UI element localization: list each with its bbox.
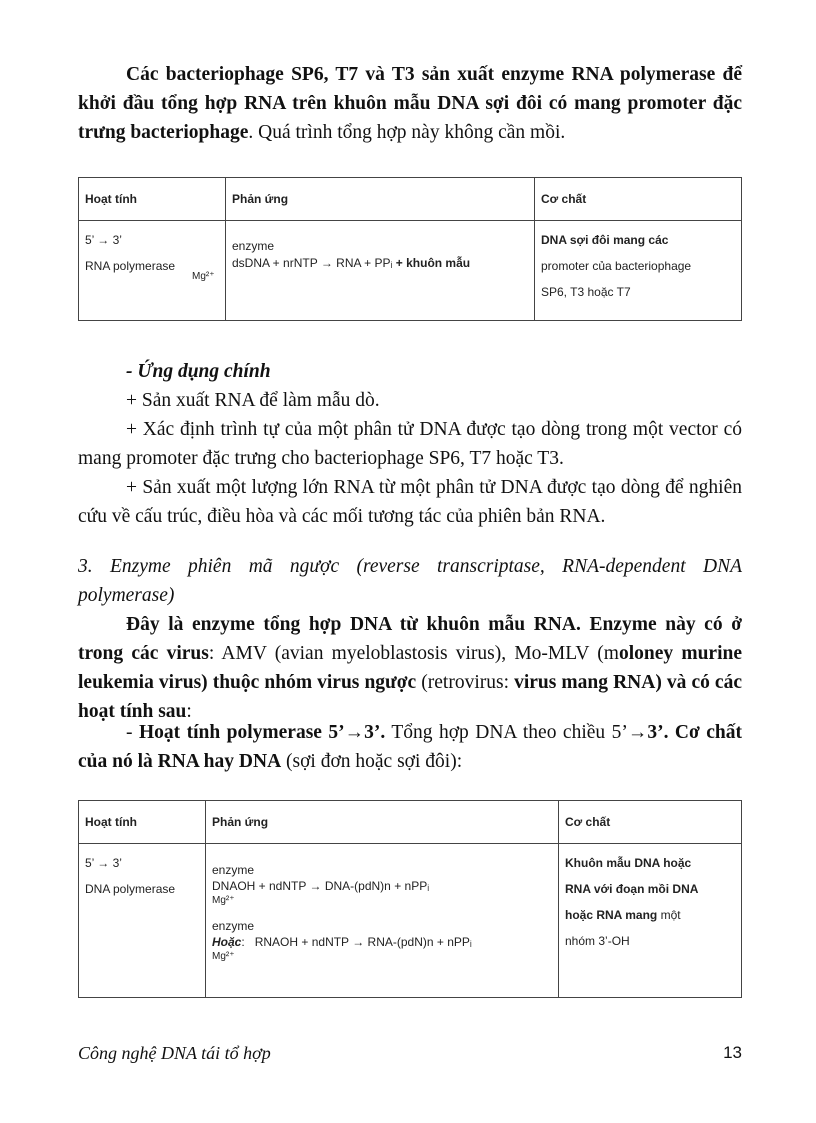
mg-label-1: Mg²⁺	[212, 895, 235, 906]
or-label: Hoặc	[212, 935, 242, 949]
reaction-left: dsDNA + nrNTP	[232, 256, 318, 270]
substrate-line2: promoter của bacteriophage	[541, 259, 692, 273]
activity-cell	[79, 844, 206, 998]
reaction-cell	[192, 221, 535, 321]
page-number: 13	[723, 1043, 742, 1062]
activity-direction: 5’ → 3’	[85, 856, 122, 870]
col-header-substrate: Cơ chất	[535, 178, 742, 221]
substrate-line1: Khuôn mẫu DNA hoặc	[565, 856, 692, 870]
substrate-line3: hoặc RNA mang một	[565, 908, 681, 922]
col-header-activity: Hoạt tính	[79, 801, 206, 844]
activity-name: RNA polymerase	[85, 259, 176, 273]
section-3-paragraph-1: Đây là enzyme tổng hợp DNA từ khuôn mẫu RNA. Enzyme này có ở trong các virus: AMV (avian myeloblastosis virus), Mo-MLV (moloney murine leukemia virus) thuộc nhóm virus ngược (retrovirus: virus mang RNA) và có các hoạt tính sau:	[78, 614, 742, 722]
application-item-2: + Xác định trình tự của một phân tử DNA được tạo dòng trong một vector có mang promoter đặc trưng cho bacteriophage SP6, T7 hoặc T3.	[78, 419, 742, 469]
section-3-paragraph-2: - Hoạt tính polymerase 5’→3’. Tổng hợp DNA theo chiều 5’→3’. Cơ chất của nó là RNA hay DNA (sợi đơn hoặc sợi đôi):	[78, 722, 742, 772]
enzyme-label: enzyme	[232, 239, 275, 253]
substrate-line4: nhóm 3’-OH	[565, 934, 630, 948]
substrate-line2: RNA với đoạn mồi DNA	[565, 882, 699, 896]
col-header-activity: Hoạt tính	[79, 178, 226, 221]
col-header-reaction: Phản ứng	[226, 178, 535, 221]
reaction-equation	[232, 255, 528, 271]
activity-name: DNA polymerase	[85, 882, 176, 896]
intro-paragraph	[78, 60, 742, 147]
intro-bold: Các bacteriophage SP6, T7 và T3 sản xuất enzyme RNA polymerase để khởi đầu tổng hợp RNA trên khuôn mẫu DNA sợi đôi có mang promoter đặc trưng bacteriophage	[78, 64, 742, 143]
enzyme-label-1: enzyme	[212, 863, 255, 877]
activity-direction: 5’ → 3’	[85, 233, 122, 247]
reaction-2: Hoặc: RNAOH + ndNTP → RNA-(pdN)n + nPPᵢ	[212, 935, 472, 949]
reaction-right: RNA + PPᵢ	[336, 256, 393, 270]
substrate-cell	[535, 221, 742, 321]
reverse-transcriptase-table	[78, 800, 742, 998]
reaction-arrow: →	[320, 256, 333, 270]
reaction-template: + khuôn mẫu	[395, 256, 471, 270]
intro-rest: . Quá trình tổng hợp này không cần mồi.	[248, 122, 566, 143]
applications-heading: - Ứng dụng chính	[126, 361, 271, 382]
application-item-1: + Sản xuất RNA để làm mẫu dò.	[126, 390, 380, 411]
reaction-cell	[206, 844, 559, 998]
col-header-reaction: Phản ứng	[206, 801, 559, 844]
page-footer	[78, 1043, 742, 1064]
section-3-heading: 3. Enzyme phiên mã ngược (reverse transcriptase, RNA-dependent DNA polymerase)	[78, 556, 742, 606]
substrate-line1: DNA sợi đôi mang các	[541, 233, 669, 247]
substrate-cell	[559, 844, 742, 998]
mg-label-2: Mg²⁺	[212, 951, 235, 962]
mg-label: Mg²⁺	[192, 271, 215, 282]
application-item-3: + Sản xuất một lượng lớn RNA từ một phân tử DNA được tạo dòng để nghiên cứu về cấu trúc, điều hòa và các mối tương tác của phiên bản RNA.	[78, 477, 742, 527]
substrate-line3: SP6, T3 hoặc T7	[541, 285, 631, 299]
rna-polymerase-table	[78, 177, 742, 321]
book-title: Công nghệ DNA tái tổ hợp	[78, 1043, 271, 1063]
enzyme-label-2: enzyme	[212, 919, 255, 933]
reaction-1: DNAOH + ndNTP → DNA-(pdN)n + nPPᵢ	[212, 879, 430, 893]
col-header-substrate: Cơ chất	[559, 801, 742, 844]
